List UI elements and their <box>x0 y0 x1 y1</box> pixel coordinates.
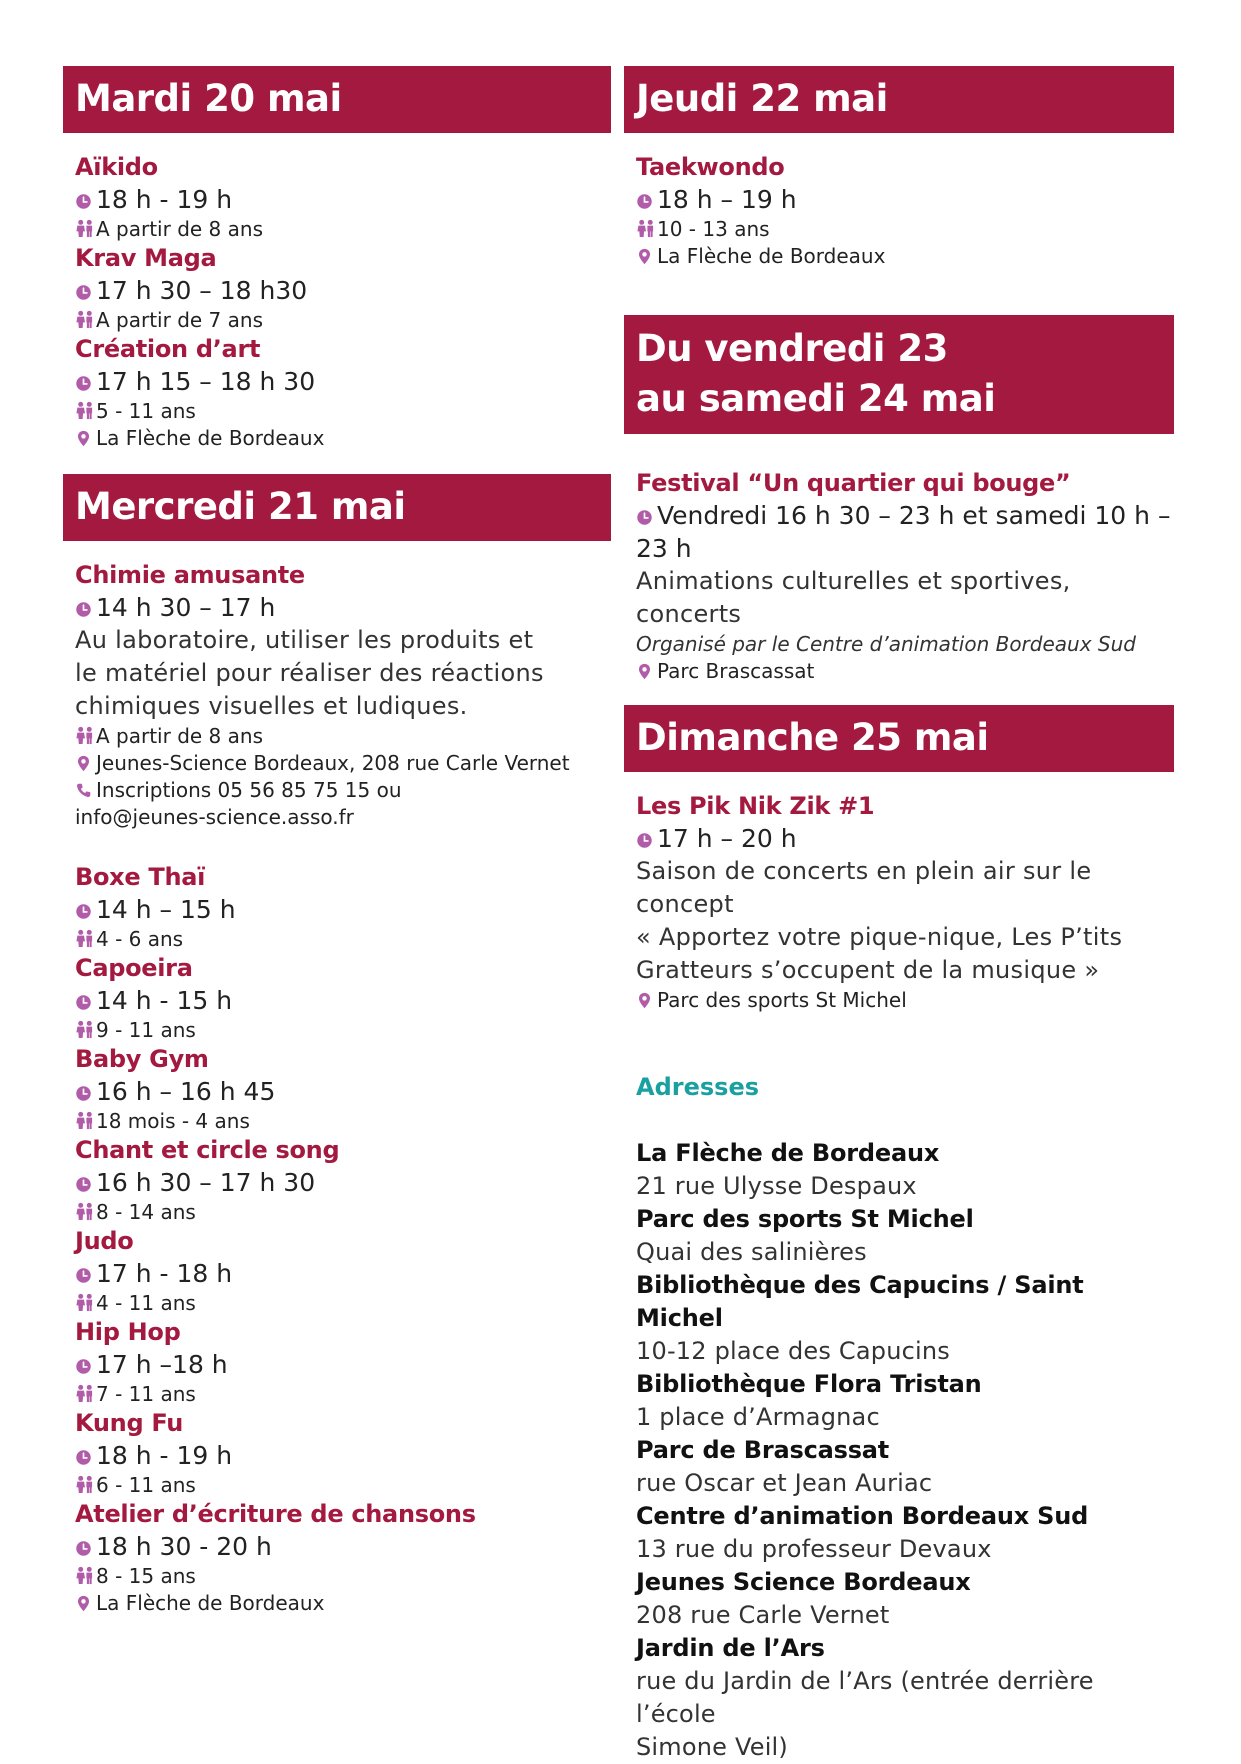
address-name: Parc des sports St Michel <box>636 1205 974 1233</box>
event-place: Parc des sports St Michel <box>657 988 907 1012</box>
address-line: 21 rue Ulysse Despaux <box>636 1172 917 1200</box>
day-header-line: Du vendredi 23 <box>636 327 948 370</box>
people-icon <box>75 1293 94 1312</box>
clock-icon <box>75 601 94 618</box>
event-time: 16 h 30 – 17 h 30 <box>96 1168 316 1197</box>
day-header-vendredi-samedi <box>624 315 1174 434</box>
clock-icon <box>75 1267 94 1284</box>
event-hip-hop <box>75 1317 611 1408</box>
event-phone: Inscriptions 05 56 85 75 15 ou <box>96 778 402 802</box>
event-title: Capoeira <box>75 954 193 982</box>
event-title: Atelier d’écriture de chansons <box>75 1500 476 1528</box>
event-title: Chimie amusante <box>75 561 305 589</box>
event-age: 6 - 11 ans <box>96 1473 196 1497</box>
address-line: Quai des salinières <box>636 1238 867 1266</box>
address-name: Centre d’animation Bordeaux Sud <box>636 1502 1089 1530</box>
event-title: Krav Maga <box>75 244 217 272</box>
location-pin-icon <box>75 430 94 447</box>
address-name: Bibliothèque Flora Tristan <box>636 1370 982 1398</box>
people-icon <box>636 219 655 238</box>
event-title: Judo <box>75 1227 134 1255</box>
event-atelier-chansons <box>75 1499 611 1617</box>
event-creation-art <box>75 334 611 452</box>
mercredi-events <box>63 560 611 1617</box>
event-time: 16 h – 16 h 45 <box>96 1077 276 1106</box>
event-time: Vendredi 16 h 30 – 23 h et samedi 10 h – 23 h <box>636 501 1171 563</box>
event-place: Parc Brascassat <box>657 659 815 683</box>
event-place: Jeunes-Science Bordeaux, 208 rue Carle Vernet <box>96 751 570 775</box>
address-line: 10-12 place des Capucins <box>636 1337 950 1365</box>
address-name: La Flèche de Bordeaux <box>636 1139 940 1167</box>
left-column <box>63 66 611 1617</box>
event-age: 9 - 11 ans <box>96 1018 196 1042</box>
event-time: 18 h - 19 h <box>96 185 233 214</box>
event-time: 18 h – 19 h <box>657 185 797 214</box>
address-line: 208 rue Carle Vernet <box>636 1601 890 1629</box>
event-age: 4 - 11 ans <box>96 1291 196 1315</box>
event-baby-gym <box>75 1044 611 1135</box>
event-title: Hip Hop <box>75 1318 181 1346</box>
event-description-line: le matériel pour réaliser des réactions <box>75 659 544 687</box>
event-title: Création d’art <box>75 335 261 363</box>
address-name: Jeunes Science Bordeaux <box>636 1568 971 1596</box>
clock-icon <box>636 832 655 849</box>
addresses-heading: Adresses <box>636 1073 759 1101</box>
event-description-line: Saison de concerts en plein air sur le concept <box>636 857 1092 918</box>
clock-icon <box>75 284 94 301</box>
address-item <box>636 1269 1174 1368</box>
event-festival <box>636 468 1174 685</box>
event-title: Baby Gym <box>75 1045 209 1073</box>
day-header-dimanche: Dimanche 25 mai <box>624 705 1174 772</box>
mardi-events <box>63 152 611 452</box>
event-description-line: « Apportez votre pique-nique, Les P’tits <box>636 923 1123 951</box>
address-item <box>636 1566 1174 1632</box>
location-pin-icon <box>636 663 655 680</box>
people-icon <box>75 219 94 238</box>
address-line: 13 rue du professeur Devaux <box>636 1535 992 1563</box>
dimanche-events <box>624 791 1174 1014</box>
event-title: Festival “Un quartier qui bouge” <box>636 469 1071 497</box>
event-pik-nik-zik <box>636 791 1174 1014</box>
event-description-line: Gratteurs s’occupent de la musique » <box>636 956 1100 984</box>
event-time: 14 h – 15 h <box>96 895 236 924</box>
event-age: 4 - 6 ans <box>96 927 184 951</box>
clock-icon <box>75 903 94 920</box>
address-item <box>636 1500 1174 1566</box>
event-place: La Flèche de Bordeaux <box>657 244 886 268</box>
event-place: La Flèche de Bordeaux <box>96 426 325 450</box>
phone-icon <box>75 782 94 799</box>
event-krav-maga <box>75 243 611 334</box>
event-capoeira <box>75 953 611 1044</box>
event-aikido <box>75 152 611 243</box>
event-description-line: Animations culturelles et sportives, concerts <box>636 567 1071 628</box>
people-icon <box>75 1566 94 1585</box>
people-icon <box>75 1020 94 1039</box>
event-time: 17 h 15 – 18 h 30 <box>96 367 316 396</box>
address-item <box>636 1434 1174 1500</box>
event-title: Boxe Thaï <box>75 863 206 891</box>
event-title: Kung Fu <box>75 1409 184 1437</box>
clock-icon <box>636 193 655 210</box>
address-name: Parc de Brascassat <box>636 1436 890 1464</box>
people-icon <box>75 929 94 948</box>
location-pin-icon <box>636 248 655 265</box>
event-time: 18 h - 19 h <box>96 1441 233 1470</box>
location-pin-icon <box>75 1595 94 1612</box>
people-icon <box>75 1111 94 1130</box>
event-age: A partir de 7 ans <box>96 308 263 332</box>
event-title: Les Pik Nik Zik #1 <box>636 792 875 820</box>
day-header-mardi: Mardi 20 mai <box>63 66 611 133</box>
address-name: Bibliothèque des Capucins / Saint Michel <box>636 1271 1084 1332</box>
address-line: 1 place d’Armagnac <box>636 1403 880 1431</box>
clock-icon <box>75 1358 94 1375</box>
day-header-mercredi: Mercredi 21 mai <box>63 474 611 541</box>
clock-icon <box>75 1540 94 1557</box>
address-line: Simone Veil) <box>636 1733 788 1761</box>
clock-icon <box>75 1176 94 1193</box>
day-header-line: au samedi 24 mai <box>636 377 996 420</box>
vendredi-events <box>624 468 1174 685</box>
people-icon <box>75 310 94 329</box>
event-boxe-thai <box>75 862 611 953</box>
event-place: La Flèche de Bordeaux <box>96 1591 325 1615</box>
event-description-line: chimiques visuelles et ludiques. <box>75 692 468 720</box>
people-icon <box>75 401 94 420</box>
event-title: Chant et circle song <box>75 1136 340 1164</box>
event-email[interactable]: info@jeunes-science.asso.fr <box>75 805 354 829</box>
clock-icon <box>75 1449 94 1466</box>
event-time: 14 h 30 – 17 h <box>96 593 276 622</box>
event-age: 7 - 11 ans <box>96 1382 196 1406</box>
clock-icon <box>75 193 94 210</box>
address-line: rue Oscar et Jean Auriac <box>636 1469 933 1497</box>
event-age: 8 - 14 ans <box>96 1200 196 1224</box>
event-time: 17 h – 20 h <box>657 824 797 853</box>
address-item <box>636 1368 1174 1434</box>
event-time: 17 h –18 h <box>96 1350 228 1379</box>
address-item <box>636 1203 1174 1269</box>
people-icon <box>75 726 94 745</box>
event-title: Aïkido <box>75 153 158 181</box>
address-name: Jardin de l’Ars <box>636 1634 825 1662</box>
event-age: A partir de 8 ans <box>96 217 263 241</box>
clock-icon <box>636 509 655 526</box>
event-chant <box>75 1135 611 1226</box>
clock-icon <box>75 1085 94 1102</box>
event-time: 17 h 30 – 18 h30 <box>96 276 308 305</box>
event-chimie <box>75 560 611 831</box>
address-item <box>636 1632 1174 1764</box>
address-item <box>636 1137 1174 1203</box>
clock-icon <box>75 994 94 1011</box>
event-age: A partir de 8 ans <box>96 724 263 748</box>
addresses-section <box>624 1071 1174 1764</box>
event-description-line: Au laboratoire, utiliser les produits et <box>75 626 534 654</box>
day-header-jeudi: Jeudi 22 mai <box>624 66 1174 133</box>
event-age: 18 mois - 4 ans <box>96 1109 250 1133</box>
event-title: Taekwondo <box>636 153 785 181</box>
right-column <box>624 66 1174 1764</box>
event-age: 5 - 11 ans <box>96 399 196 423</box>
event-time: 17 h - 18 h <box>96 1259 233 1288</box>
jeudi-events <box>624 152 1174 270</box>
event-age: 8 - 15 ans <box>96 1564 196 1588</box>
location-pin-icon <box>636 992 655 1009</box>
event-time: 14 h - 15 h <box>96 986 233 1015</box>
people-icon <box>75 1384 94 1403</box>
address-line: rue du Jardin de l’Ars (entrée derrière l’école <box>636 1667 1094 1728</box>
people-icon <box>75 1475 94 1494</box>
people-icon <box>75 1202 94 1221</box>
event-time: 18 h 30 - 20 h <box>96 1532 272 1561</box>
event-taekwondo <box>636 152 1174 270</box>
event-kung-fu <box>75 1408 611 1499</box>
event-judo <box>75 1226 611 1317</box>
clock-icon <box>75 375 94 392</box>
location-pin-icon <box>75 755 94 772</box>
event-organizer: Organisé par le Centre d’animation Bordeaux Sud <box>636 632 1136 656</box>
event-age: 10 - 13 ans <box>657 217 770 241</box>
